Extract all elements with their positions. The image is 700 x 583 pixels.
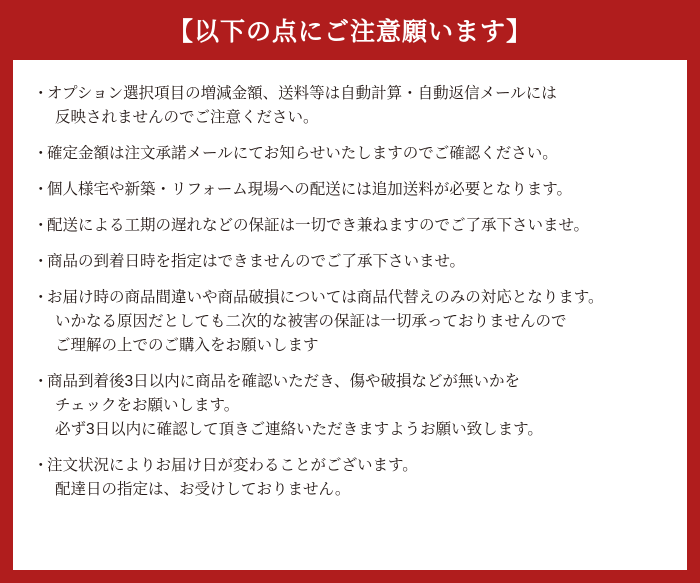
notice-line	[33, 82, 667, 106]
notice-line	[33, 334, 667, 358]
bullet-marker: ・	[33, 457, 49, 475]
bullet-marker: ・	[33, 373, 49, 391]
notice-line-text: お届け時の商品間違いや商品破損については商品代替えのみの対応となります。	[47, 289, 604, 307]
list-item	[33, 214, 667, 238]
notice-line	[33, 178, 667, 202]
notice-line-text: 商品の到着日時を指定はできませんのでご了承下さいませ。	[47, 253, 466, 271]
bullet-marker: ・	[33, 145, 49, 163]
notice-line-text: チェックをお願いします。	[55, 397, 240, 415]
notice-line	[33, 142, 667, 166]
bullet-marker: ・	[33, 217, 49, 235]
bullet-marker: ・	[33, 85, 49, 102]
list-item	[33, 454, 667, 502]
list-item	[33, 82, 667, 130]
notice-line-text: 反映されませんのでご注意ください。	[55, 109, 319, 127]
notice-line-text: 確定金額は注文承諾メールにてお知らせいたしますのでご確認ください。	[47, 145, 558, 163]
bullet-marker: ・	[33, 253, 49, 271]
bullet-marker: ・	[33, 181, 49, 199]
notice-line-text: いかなる原因だとしても二次的な被害の保証は一切承っておりませんので	[55, 313, 567, 331]
notice-line	[33, 106, 667, 130]
list-item	[33, 142, 667, 166]
notice-line	[33, 418, 667, 442]
notice-line	[33, 370, 667, 394]
notice-body	[13, 60, 687, 570]
list-item	[33, 286, 667, 358]
list-item	[33, 250, 667, 274]
notice-line	[33, 310, 667, 334]
notice-line	[33, 454, 667, 478]
notice-line	[33, 214, 667, 238]
page-title: 【以下の点にご注意願います】	[167, 18, 532, 46]
notice-line-text: 商品到着後3日以内に商品を確認いただき、傷や破損などが無いかを	[47, 373, 521, 391]
notice-line	[33, 394, 667, 418]
notice-line-text: 注文状況によりお届け日が変わることがございます。	[47, 457, 418, 475]
notice-header	[0, 0, 700, 60]
notice-line-text: オプション選択項目の増減金額、送料等は自動計算・自動返信メールには	[47, 85, 557, 102]
notice-list	[33, 82, 667, 502]
bullet-marker: ・	[33, 289, 49, 307]
notice-line	[33, 250, 667, 274]
notice-line-text: 必ず3日以内に確認して頂きご連絡いただきますようお願い致します。	[55, 421, 543, 439]
notice-line-text: 配送による工期の遅れなどの保証は一切でき兼ねますのでご了承下さいませ。	[47, 217, 590, 235]
notice-line	[33, 478, 667, 502]
list-item	[33, 370, 667, 442]
notice-line-text: 配達日の指定は、お受けしておりません。	[55, 481, 351, 499]
notice-line	[33, 286, 667, 310]
notice-line-text: ご理解の上でのご購入をお願いします	[55, 337, 319, 355]
list-item	[33, 178, 667, 202]
notice-line-text: 個人様宅や新築・リフォーム現場への配送には追加送料が必要となります。	[47, 181, 572, 199]
